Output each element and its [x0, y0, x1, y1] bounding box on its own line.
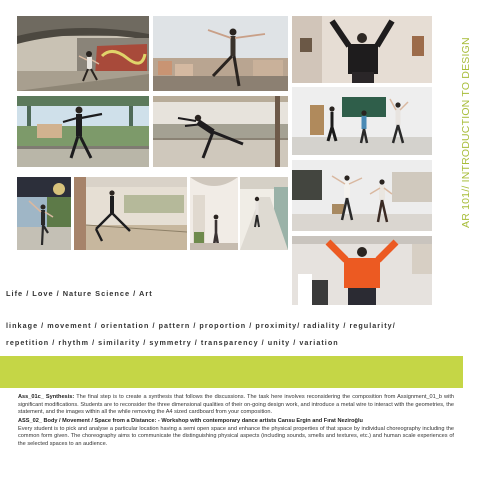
course-title: AR 101// INTRODUCTION TO DESIGN [460, 37, 472, 228]
assignment-2-body: Every student is to pick and analyse a particular location having a semi open space and enhance the physical properties of that space by individual choreography including the common form given. The choreography aims to communicate the distinguishing physical aspects (including sounds, smells and textures, etc.) and human scale experiences of the selected spaces to an audience. [18, 425, 454, 448]
assignment-1-body: The final step is to create a synthesis that follows the discussions. The task here involves reconsidering the composition from Assignment_01_b with significant modifications. Students are to reconsider the three dimensional qualities of their on-going design work, and introduce a metal wire to interact with the geometries, the statement, and the images within all the while removing the A4 sized cardboard from your composition. [18, 394, 454, 416]
assignment-1 [18, 394, 454, 417]
theme-subtitle: Life / Love / Nature Science / Art [6, 289, 153, 298]
assignment-2-workshop: - Workshop with contemporary dance artists Cansu Ergin and Fırat Neziroğlu [156, 418, 363, 425]
assignment-description [18, 394, 454, 450]
classroom-trio-photo [292, 87, 432, 155]
underpass-dancer-photo [17, 16, 149, 91]
tree-pose-photo [17, 177, 71, 250]
accent-band [0, 356, 463, 388]
indoor-arms-raised-photo [292, 16, 432, 83]
orange-sweater-photo [292, 236, 432, 305]
assignment-1-heading: Ass_01c_ Synthesis: [18, 394, 75, 400]
doorway-photo [190, 177, 238, 250]
terrace-dancer-photo [17, 96, 149, 167]
walkway-photo [240, 177, 288, 250]
keywords-line-2: repetition / rhythm / similarity / symmetry / transparency / unity / variation [6, 338, 339, 347]
terrace-bridge-photo [74, 177, 187, 250]
assignment-2-heading: ASS_02_ Body / Movement / Space from a Distance: [18, 418, 157, 425]
keywords-line-1: linkage / movement / orientation / pattern / proportion / proximity/ radiality / regularity/ [6, 321, 396, 330]
classroom-pair-photo [292, 160, 432, 231]
assignment-2 [18, 418, 454, 448]
rooftop-kick-photo [153, 96, 288, 167]
balcony-dancer-photo [153, 16, 288, 91]
